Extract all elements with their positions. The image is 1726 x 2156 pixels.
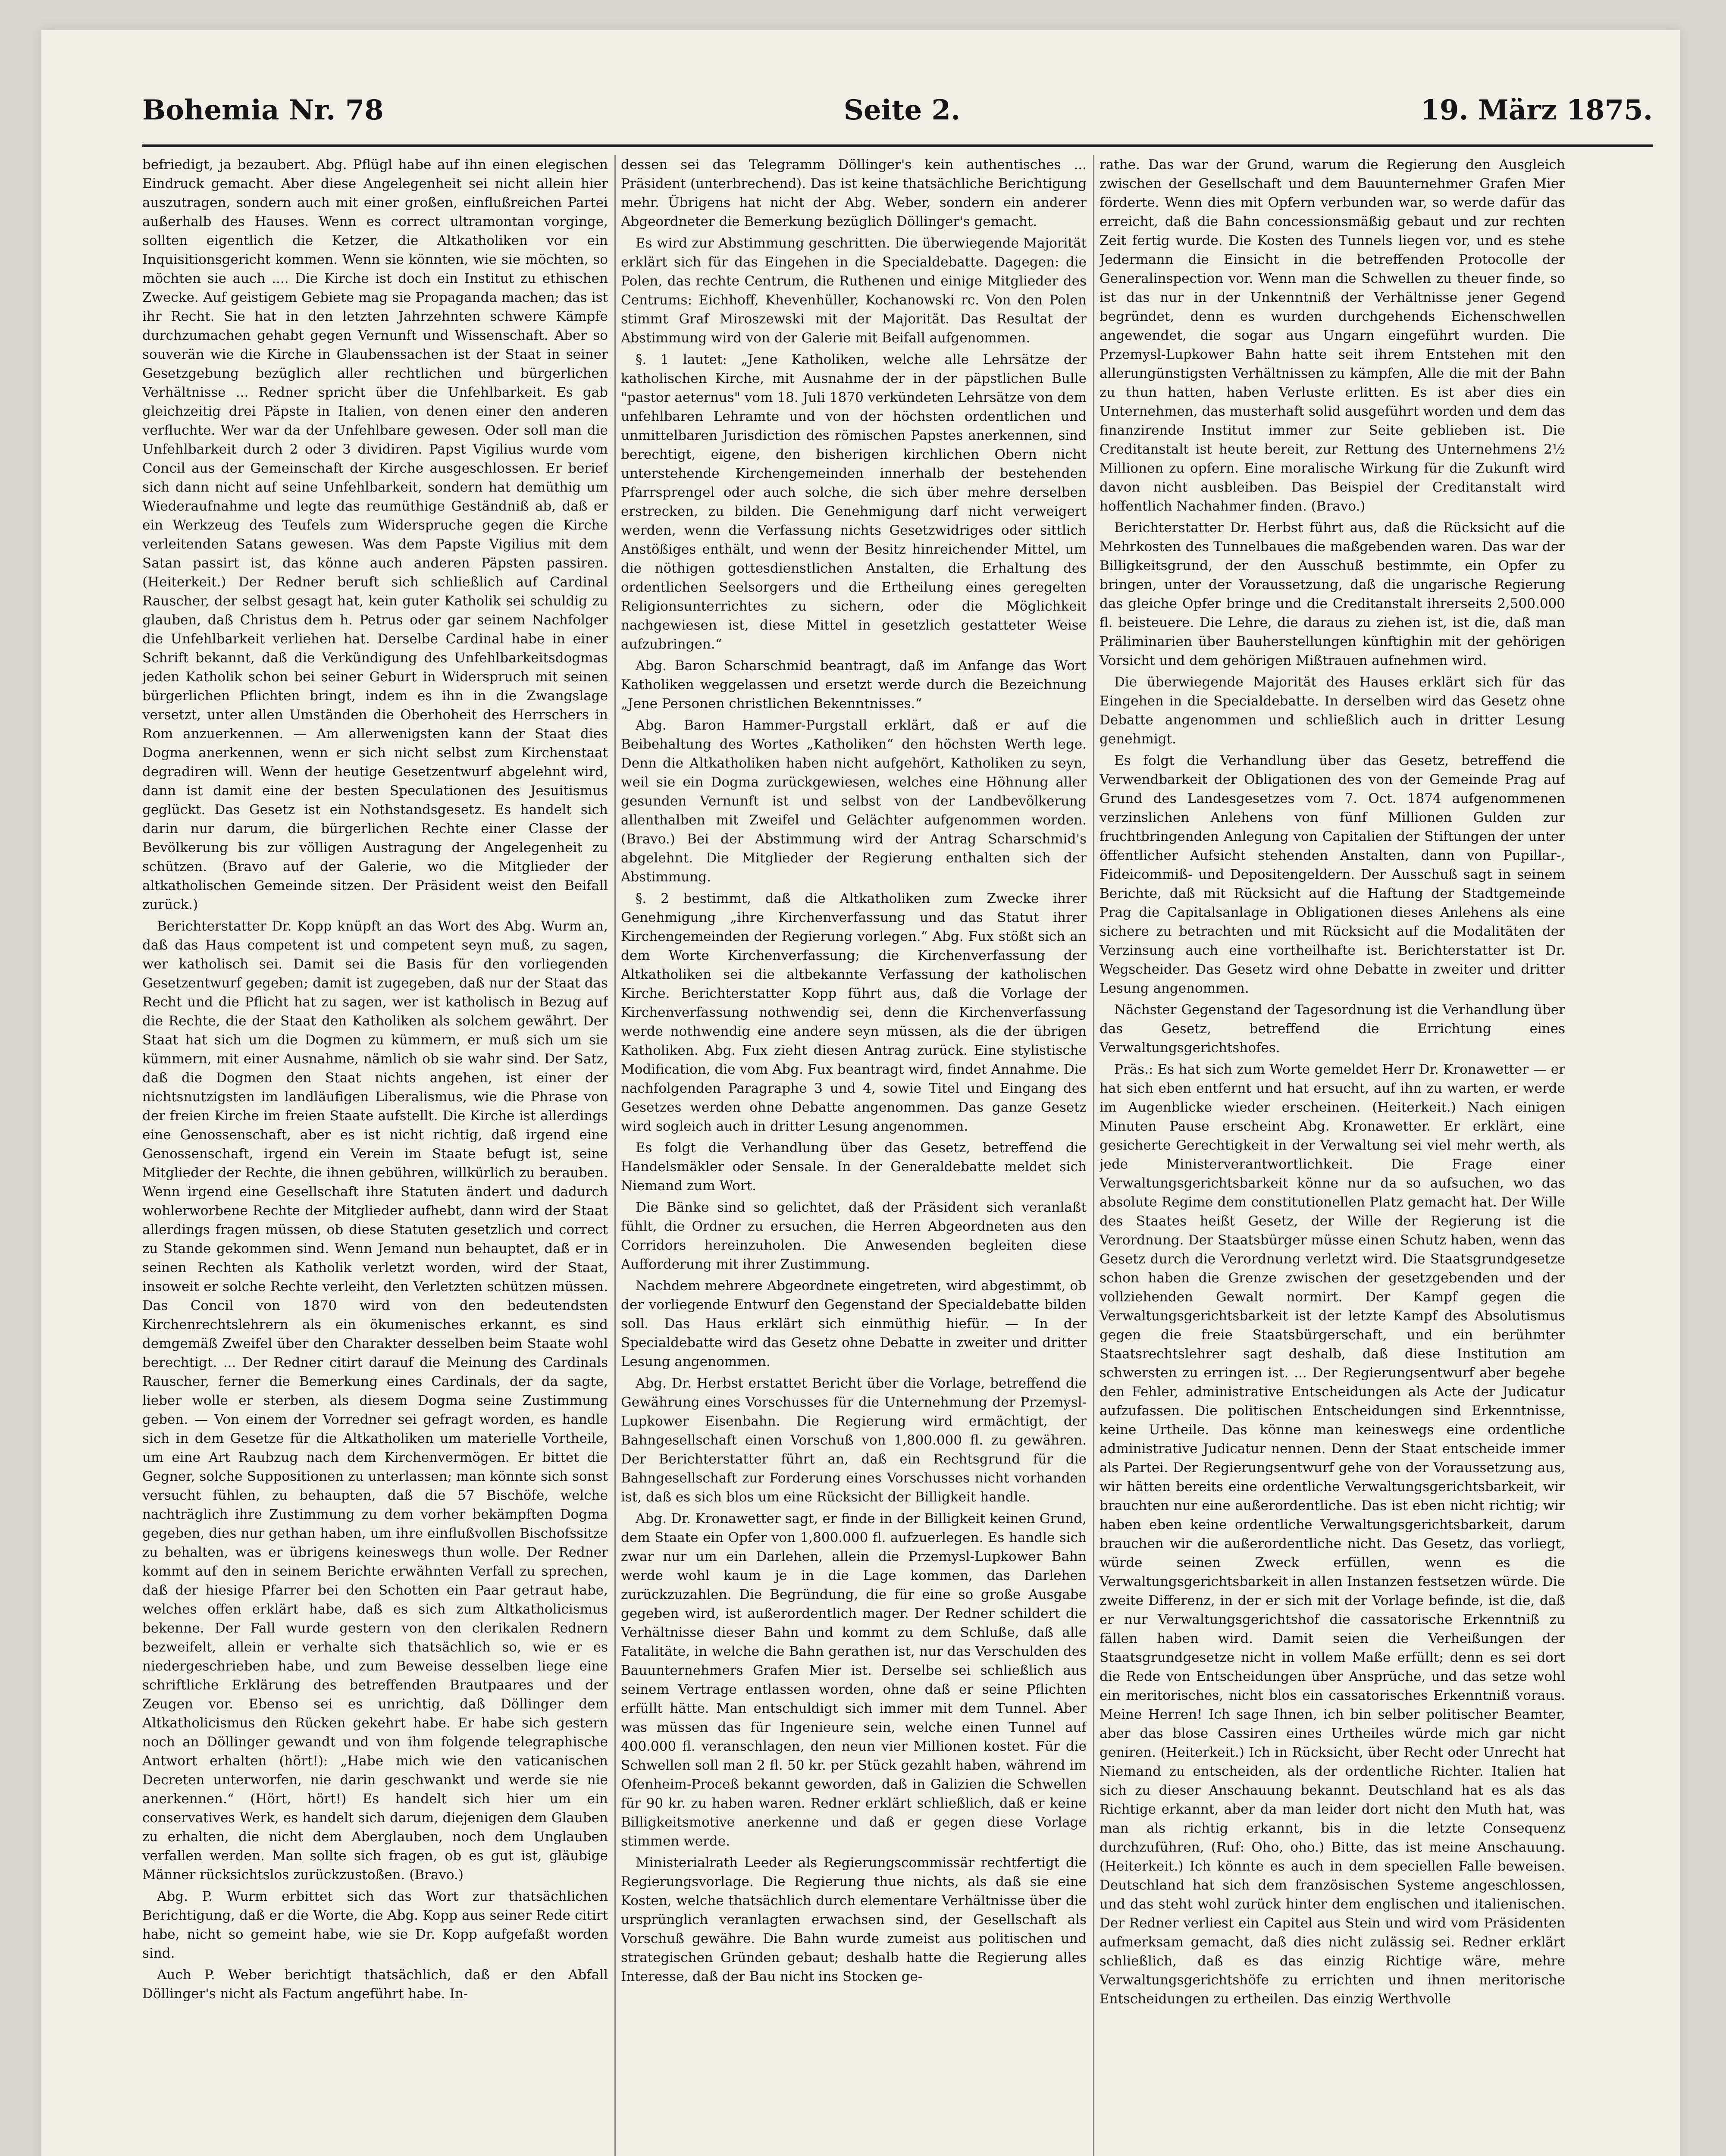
paragraph: Die Bänke sind so gelichtet, daß der Präsident sich veranlaßt fühlt, die Ordner zu ersuchen, die Herren Abgeordneten aus den Corridors hereinzuholen. Die Anwesenden begleiten diese Aufforderung mit ihrer Zustimmung. — [621, 1200, 1087, 1272]
article-columns — [142, 155, 1565, 2156]
column-2 — [621, 155, 1087, 2156]
paragraph: Abg. Baron Hammer-Purgstall erklärt, daß er auf die Beibehaltung des Wortes „Katholiken“ den höchsten Werth lege. Denn die Altkatholiken haben nicht aufgehört, Katholiken zu seyn, weil sie ein Dogma zurückgewiesen, welches eine Höhnung aller gesunden Vernunft ist und selbst von der Landbevölkerung allenthalben mit Zweifel und Gelächter aufgenommen worden. (Bravo.) Bei der Abstimmung wird der Antrag Scharschmid's abgelehnt. Die Mitglieder der Regierung enthalten sich der Abstimmung. — [621, 718, 1087, 885]
paragraph: Abg. P. Wurm erbittet sich das Wort zur thatsächlichen Berichtigung, daß er die Worte, die Abg. Kopp aus seiner Rede citirt habe, nicht so gemeint habe, wie sie Dr. Kopp aufgefaßt worden sind. — [142, 1889, 608, 1961]
paragraph: Es folgt die Verhandlung über das Gesetz, betreffend die Handelsmäkler oder Sensale. In der Generaldebatte meldet sich Niemand zum Wort. — [621, 1140, 1087, 1194]
newspaper-title: Bohemia Nr. 78 — [142, 94, 384, 126]
paragraph: Berichterstatter Dr. Herbst führt aus, daß die Rücksicht auf die Mehrkosten des Tunnelbaues die maßgebenden waren. Das war der Billigkeitsgrund, der den Ausschuß bestimmte, ein Opfer zu bringen, unter der Voraussetzung, daß die ungarische Regierung das gleiche Opfer bringe und die Creditanstalt ihrerseits 2,500.000 fl. beisteuere. Die Lehre, die daraus zu ziehen ist, ist die, daß man Präliminarien über Bauherstellungen künftighin mit der gehörigen Vorsicht und dem gehörigen Mißtrauen aufnehmen wird. — [1100, 520, 1565, 668]
paragraph: befriedigt, ja bezaubert. Abg. Pflügl habe auf ihn einen elegischen Eindruck gemacht. Aber diese Angelegenheit sei nicht allein hier auszutragen, sondern auch mit einer großen, einflußreichen Partei außerhalb des Hauses. Wenn es correct ultramontan vorginge, sollten eigentlich die Ketzer, die Altkatholiken vor ein Inquisitionsgericht kommen. Wenn sie könnten, wie sie möchten, so möchten sie auch .... Die Kirche ist doch ein Institut zu ethischen Zwecke. Auf geistigem Gebiete mag sie Propaganda machen; das ist ihr Recht. Sie hat in den letzten Jahrzehnten schwere Kämpfe durchzumachen gehabt gegen Vernunft und Wissenschaft. Aber so souverän wie die Kirche in Glaubenssachen ist der Staat in seiner Gesetzgebung bezüglich aller rechtlichen und bürgerlichen Verhältnisse ... Redner spricht über die Unfehlbarkeit. Es gab gleichzeitig drei Päpste in Italien, von denen einer den anderen verfluchte. Wer war da der Unfehlbare gewesen. Oder soll man die Unfehlbarkeit durch 2 oder 3 dividiren. Papst Vigilius wurde vom Concil aus der Gemeinschaft der Kirche ausgeschlossen. Er berief sich dann nicht auf seine Unfehlbarkeit, sondern hat demüthig um Wiederaufnahme und legte das reumüthige Geständniß ab, daß er ein Werkzeug des Teufels zum Widerspruche gegen die Kirche verleitenden Satans gewesen. Was dem Papste Vigilius mit dem Satan passirt ist, das könne auch anderen Päpsten passiren. (Heiterkeit.) Der Redner beruft sich schließlich auf Cardinal Rauscher, der selbst gesagt hat, kein guter Katholik sei schuldig zu glauben, daß Christus dem h. Petrus oder gar seinem Nachfolger die Unfehlbarkeit verliehen hat. Derselbe Cardinal habe in einer Schrift bekannt, daß die Verkündigung des Unfehlbarkeitsdogmas jeden Katholik schon bei seiner Geburt in Widerspruch mit seinen bürgerlichen Pflichten bringt, indem es ihn in die Zwangslage versetzt, unter allen Umständen die Oberhoheit des Herrschers in Rom anzuerkennen. — Am allerwenigsten kann der Staat dies Dogma anerkennen, wenn er sich nicht selbst zum Kirchenstaat degradiren will. Wenn der heutige Gesetzentwurf abgelehnt wird, dann ist damit eine der besten Speculationen des Jesuitismus geglückt. Das Gesetz ist ein Nothstandsgesetz. Es handelt sich darin nur darum, die bürgerlichen Rechte einer Classe der Bevölkerung bis zur völligen Austragung der Angelegenheit zu schützen. (Bravo auf der Galerie, wo die Mitglieder der altkatholischen Gemeinde sitzen. Der Präsident weist den Beifall zurück.) — [142, 157, 608, 912]
column-1 — [142, 155, 608, 2156]
paragraph: Präs.: Es hat sich zum Worte gemeldet Herr Dr. Kronawetter — er hat sich eben entfernt und hat ersucht, auf ihn zu warten, er werde im Augenblicke wieder erscheinen. (Heiterkeit.) Nach einigen Minuten Pause erscheint Abg. Kronawetter. Er erklärt, eine gesicherte Gerechtigkeit in der Verwaltung sei viel mehr werth, als jede Ministerverantwortlichkeit. Die Frage einer Verwaltungsgerichtsbarkeit könne nur da so aufsuchen, wo das absolute Regime dem constitutionellen Platz gemacht hat. Der Wille des Staates heißt Gesetz, der Wille der Regierung ist die Verordnung. Der Staatsbürger müsse einen Schutz haben, wenn das Gesetz durch die Verordnung verletzt wird. Die Staatsgrundgesetze schon haben die Grenze zwischen der gesetzgebenden und der vollziehenden Gewalt normirt. Der Kampf gegen die Verwaltungsgerichtsbarkeit ist der letzte Kampf des Absolutismus gegen die freie Staatsbürgerschaft, und ein berühmter Staatsrechtslehrer sagt deshalb, daß diese Institution am schwersten zu erringen ist. ... Der Regierungsentwurf aber begehe den Fehler, administrative Entscheidungen als Acte der Judicatur aufzufassen. Die politischen Entscheidungen sind Erkenntnisse, keine Urtheile. Das könne man keineswegs eine ordentliche administrative Judicatur nennen. Denn der Staat entscheide immer als Partei. Der Regierungsentwurf gehe von der Voraussetzung aus, wir hätten bereits eine ordentliche Verwaltungsgerichtsbarkeit, wir brauchten nur eine außerordentliche. Das ist eben nicht richtig; wir haben eben keine ordentliche Verwaltungsgerichtsbarkeit, darum brauchen wir die außerordentliche nicht. Das Gesetz, das vorliegt, würde seinen Zweck erfüllen, wenn es die Verwaltungsgerichtsbarkeit in allen Instanzen festsetzen würde. Die zweite Differenz, in der er sich mit der Vorlage befinde, ist die, daß er nur Verwaltungsgerichtshof die cassatorische Erkenntniß zu fällen haben wird. Damit seien die Verheißungen der Staatsgrundgesetze nicht in vollem Maße erfüllt; denn es sei dort die Rede von Entscheidungen über Ansprüche, und das setze wohl ein meritorisches, nicht blos ein cassatorisches Erkenntniß voraus. Meine Herren! Ich sage Ihnen, ich bin selber politischer Beamter, aber das blose Cassiren eines Urtheiles würde mich gar nicht geniren. (Heiterkeit.) Ich in Rücksicht, über Recht oder Unrecht hat Niemand zu entscheiden, als der ordentliche Richter. Italien hat sich zu dieser Anschauung bekannt. Deutschland hat es als das Richtige erkannt, aber da man leider dort nicht den Muth hat, was man als richtig erkannt, bis in die letzte Consequenz durchzuführen, (Ruf: Oho, oho.) Bitte, das ist meine Anschauung. (Heiterkeit.) Ich könnte es auch in dem speciellen Falle beweisen. Deutschland hat sich dem französischen Systeme angeschlossen, und das steht wohl zurück hinter dem englischen und italienischen. Der Redner verliest ein Capitel aus Stein und wird vom Präsidenten aufmerksam gemacht, daß dies nicht zulässig sei. Redner erklärt schließlich, daß es das einzig Richtige wäre, mehre Verwaltungsgerichtshöfe zu errichten und ihnen meritorische Entscheidungen zu ertheilen. Das einzig Werthvolle — [1100, 1062, 1565, 2007]
issue-date: 19. März 1875. — [1420, 94, 1653, 126]
paragraph: §. 1 lautet: „Jene Katholiken, welche alle Lehrsätze der katholischen Kirche, mit Ausnahme der in der päpstlichen Bulle "pastor aeternus" vom 18. Juli 1870 verkündeten Lehrsätze von dem unfehlbaren Lehramte und von der höchsten ordentlichen und unmittelbaren Jurisdiction des römischen Papstes anerkennen, sind berechtigt, eigene, den bisherigen kirchlichen Obern nicht unterstehende Kirchengemeinden innerhalb der bestehenden Pfarrsprengel oder auch solche, die sich über mehre derselben erstrecken, zu bilden. Die Genehmigung darf nicht verweigert werden, wenn die Verfassung nichts Gesetzwidriges oder sittlich Anstößiges enthält, und wenn der Besitz hinreichender Mittel, um die nöthigen gottesdienstlichen Anstalten, die Erhaltung des ordentlichen Seelsorgers und die Ertheilung eines geregelten Religionsunterrichtes zu sichern, oder die Möglichkeit nachgewiesen ist, diese Mittel in gesetzlich gestatteter Weise aufzubringen.“ — [621, 352, 1087, 652]
paragraph: Auch P. Weber berichtigt thatsächlich, daß er den Abfall Döllinger's nicht als Factum angeführt habe. In- — [142, 1967, 608, 2002]
paragraph: Abg. Baron Scharschmid beantragt, daß im Anfange das Wort Katholiken weggelassen und ersetzt werde durch die Bezeichnung „Jene Personen christlichen Bekenntnisses.“ — [621, 658, 1087, 711]
column-3 — [1100, 155, 1565, 2156]
paragraph: Ministerialrath Leeder als Regierungscommissär rechtfertigt die Regierungsvorlage. Die Regierung thue nichts, als daß sie eine Kosten, welche thatsächlich durch elementare Verhältnisse über die ursprünglich veranlagten erwachsen sind, der Gesellschaft als Vorschuß gewähre. Die Bahn wurde zumeist aus politischen und strategischen Gründen gebaut; deshalb hatte die Regierung alles Interesse, daß der Bau nicht ins Stocken ge- — [621, 1855, 1087, 1984]
paragraph: Nachdem mehrere Abgeordnete eingetreten, wird abgestimmt, ob der vorliegende Entwurf den Gegenstand der Specialdebatte bilden soll. Das Haus erklärt sich einmüthig hiefür. — In der Specialdebatte wird das Gesetz ohne Debatte in zweiter und dritter Lesung angenommen. — [621, 1278, 1087, 1369]
paragraph: Berichterstatter Dr. Kopp knüpft an das Wort des Abg. Wurm an, daß das Haus competent ist und competent seyn muß, zu sagen, wer katholisch sei. Damit sei die Basis für den vorliegenden Gesetzentwurf gegeben; damit ist zugegeben, daß nur der Staat das Recht und die Pflicht hat zu sagen, wer ist katholisch in Bezug auf die Rechte, die der Staat den Katholiken als solchem gewährt. Der Staat hat sich um die Dogmen zu kümmern, er muß sich um sie kümmern, mit einer Ausnahme, nämlich ob sie wahr sind. Der Satz, daß die Dogmen den Staat nichts angehen, ist einer der nichtsnutzigsten im landläufigen Liberalismus, wie die Phrase von der freien Kirche im freien Staate aufstellt. Die Kirche ist allerdings eine Genossenschaft, aber es ist nicht richtig, daß irgend eine Genossenschaft, irgend ein Verein im Staate befugt ist, seine Mitglieder der Rechte, die ihnen gebühren, willkürlich zu berauben. Wenn irgend eine Gesellschaft ihre Statuten ändert und dadurch wohlerworbene Rechte der Mitglieder aufhebt, dann wird der Staat allerdings fragen müssen, ob diese Statuten gesetzlich und correct zu Stande gekommen sind. Wenn Jemand nun behauptet, daß er in seinen Rechten als Katholik verletzt worden, wird der Staat, insoweit er solche Rechte verleiht, den Verletzten schützen müssen. Das Concil von 1870 wird von den bedeutendsten Kirchenrechtslehrern als ein ökumenisches erkannt, es sind demgemäß Zweifel über den Charakter desselben beim Staate wohl berechtigt. ... Der Redner citirt darauf die Meinung des Cardinals Rauscher, ferner die Bemerkung eines Cardinals, der da sagte, lieber wolle er sterben, als diesem Dogma seine Zustimmung geben. — Von einem der Vorredner sei gefragt worden, es handle sich in dem Gesetze für die Altkatholiken um materielle Vortheile, um eine Art Raubzug nach dem Kirchenvermögen. Er bittet die Gegner, solche Suppositionen zu unterlassen; man könnte sich sonst versucht fühlen, zu behaupten, daß die 57 Bischöfe, welche nachträglich ihre Zustimmung zu dem vorher bekämpften Dogma gegeben, dies nur gethan haben, um ihre einflußvollen Bischofssitze zu behalten, was er übrigens keineswegs thun wolle. Der Redner kommt auf den in seinem Berichte erwähnten Verfall zu sprechen, daß der hiesige Pfarrer bei den Schotten ein Paar getraut habe, welches offen erklärt habe, daß es sich zum Altkatholicismus bekenne. Der Fall wurde gestern von den clerikalen Rednern bezweifelt, allein er verhalte sich thatsächlich so, wie er es niedergeschrieben habe, und zum Beweise desselben liege eine schriftliche Erklärung des betreffenden Brautpaares und der Zeugen vor. Ebenso sei es unrichtig, daß Döllinger dem Altkatholicismus den Rücken gekehrt habe. Er habe sich gestern noch an Döllinger gewandt und von ihm folgende telegraphische Antwort erhalten (hört!): „Habe mich wie den vaticanischen Decreten unterworfen, nie darin geschwankt und werde sie nie anerkennen.“ (Hört, hört!) Es handelt sich hier um ein conservatives Werk, es handelt sich darum, diejenigen dem Glauben zu erhalten, die nicht dem Aberglauben, noch dem Unglauben verfallen werden. Man sollte sich fragen, ob es gut ist, gläubige Männer rücksichtslos zurückzustoßen. (Bravo.) — [142, 918, 608, 1883]
paragraph: rathe. Das war der Grund, warum die Regierung den Ausgleich zwischen der Gesellschaft und dem Bauunternehmer Grafen Mier förderte. Wenn dies mit Opfern verbunden war, so werde dafür das erreicht, daß die Bahn concessionsmäßig gebaut und zur rechten Zeit fertig wurde. Die Kosten des Tunnels liegen vor, und es stehe Jedermann die Einsicht in die betreffenden Protocolle der Generalinspection vor. Wenn man die Schwellen zu theuer finde, so ist das nur in der Unkenntniß der Verhältnisse jener Gegend begründet, denn es wurden durchgehends Eichenschwellen angewendet, die sogar aus Ungarn eingeführt wurden. Die Przemysl-Lupkower Bahn hatte seit ihrem Entstehen mit den allerungünstigsten Verhältnissen zu kämpfen, Alle die mit der Bahn zu thun hatten, haben Verluste erlitten. Es ist aber dies ein Unternehmen, das musterhaft solid ausgeführt worden und dem das finanzirende Institut immer zur Seite geblieben ist. Die Creditanstalt ist heute bereit, zur Rettung des Unternehmens 2½ Millionen zu opfern. Eine moralische Wirkung für die Zukunft wird davon nicht ausbleiben. Das Beispiel der Creditanstalt wird hoffentlich Nachahmer finden. (Bravo.) — [1100, 157, 1565, 514]
paragraph: Es folgt die Verhandlung über das Gesetz, betreffend die Verwendbarkeit der Obligationen des von der Gemeinde Prag auf Grund des Landesgesetzes vom 7. Oct. 1874 aufgenommenen verzinslichen Anlehens von fünf Millionen Gulden zur fruchtbringenden Anlegung von Capitalien der Stiftungen der unter öffentlicher Aufsicht stehenden Anstalten, dann von Pupillar-, Fideicommiß- und Depositengeldern. Der Ausschuß sagt in seinem Berichte, daß mit Rücksicht auf die Haftung der Stadtgemeinde Prag die Capitalsanlage in Obligationen dieses Anlehens als eine sichere zu betrachten und mit Rücksicht auf die Modalitäten der Verzinsung auch eine vortheilhafte ist. Berichterstatter ist Dr. Wegscheider. Das Gesetz wird ohne Debatte in zweiter und dritter Lesung angenommen. — [1100, 753, 1565, 996]
paragraph: Abg. Dr. Herbst erstattet Bericht über die Vorlage, betreffend die Gewährung eines Vorschusses für die Unternehmung der Przemysl-Lupkower Eisenbahn. Die Regierung wird ermächtigt, der Bahngesellschaft einen Vorschuß von 1,800.000 fl. zu gewähren. Der Berichterstatter führt an, daß ein Rechtsgrund für die Bahngesellschaft zur Forderung eines Vorschusses nicht vorhanden ist, daß es sich blos um eine Rücksicht der Billigkeit handle. — [621, 1376, 1087, 1505]
paragraph: Es wird zur Abstimmung geschritten. Die überwiegende Majorität erklärt sich für das Eingehen in die Specialdebatte. Dagegen: die Polen, das rechte Centrum, die Ruthenen und einige Mitglieder des Centrums: Eichhoff, Khevenhüller, Kochanowski rc. Von den Polen stimmt Graf Miroszewski mit der Majorität. Das Resultat der Abstimmung wird von der Galerie mit Beifall aufgenommen. — [621, 235, 1087, 346]
paragraph: Nächster Gegenstand der Tagesordnung ist die Verhandlung über das Gesetz, betreffend die Errichtung eines Verwaltungsgerichtshofes. — [1100, 1002, 1565, 1056]
paragraph: §. 2 bestimmt, daß die Altkatholiken zum Zwecke ihrer Genehmigung „ihre Kirchenverfassung und das Statut ihrer Kirchengemeinden der Regierung vorlegen.“ Abg. Fux stößt sich an dem Worte Kirchenverfassung; die Kirchenverfassung der Altkatholiken sei die altbekannte Verfassung der katholischen Kirche. Berichterstatter Kopp führt aus, daß die Vorlage der Kirchenverfassung nothwendig sei, denn die Kirchenverfassung werde nothwendig eine andere seyn müssen, als die der übrigen Katholiken. Abg. Fux zieht diesen Antrag zurück. Eine stylistische Modification, die vom Abg. Fux beantragt wird, findet Annahme. Die nachfolgenden Paragraphe 3 und 4, sowie Titel und Eingang des Gesetzes werden ohne Debatte angenommen. Das ganze Gesetz wird sogleich auch in dritter Lesung angenommen. — [621, 891, 1087, 1134]
page-header — [142, 75, 1653, 147]
paragraph: Die überwiegende Majorität des Hauses erklärt sich für das Eingehen in die Specialdebatte. In derselben wird das Gesetz ohne Debatte angenommen und schließlich auch in dritter Lesung genehmigt. — [1100, 674, 1565, 747]
paragraph: Abg. Dr. Kronawetter sagt, er finde in der Billigkeit keinen Grund, dem Staate ein Opfer von 1,800.000 fl. aufzuerlegen. Es handle sich zwar nur um ein Darlehen, allein die Przemysl-Lupkower Bahn werde wohl kaum je in die Lage kommen, das Darlehen zurückzuzahlen. Die Begründung, die für eine so große Ausgabe gegeben wird, ist außerordentlich mager. Der Redner schildert die Verhältnisse dieser Bahn und kommt zu dem Schluße, daß alle Fatalitäte, in welche die Bahn gerathen ist, nur das Verschulden des Bauunternehmers Grafen Mier ist. Derselbe sei schließlich aus seinem Vertrage entlassen worden, ohne daß er seine Pflichten erfüllt hätte. Man entschuldigt sich immer mit dem Tunnel. Aber was müssen das für Ingenieure sein, welche einen Tunnel auf 400.000 fl. veranschlagen, den neun vier Millionen kostet. Für die Schwellen soll man 2 fl. 50 kr. per Stück gezahlt haben, während im Ofenheim-Proceß bekannt geworden, daß in Galizien die Schwellen für 90 kr. zu haben waren. Redner erklärt schließlich, daß er keine Billigkeitsmotive anerkenne und daß er gegen diese Vorlage stimmen werde. — [621, 1511, 1087, 1849]
column-divider — [614, 155, 616, 2156]
page-number: Seite 2. — [843, 94, 961, 126]
column-divider — [1093, 155, 1094, 2156]
paragraph: dessen sei das Telegramm Döllinger's kein authentisches ... Präsident (unterbrechend). Das ist keine thatsächliche Berichtigung mehr. Übrigens hat nicht der Abg. Weber, sondern ein anderer Abgeordneter die Bemerkung bezüglich Döllinger's gemacht. — [621, 157, 1087, 229]
